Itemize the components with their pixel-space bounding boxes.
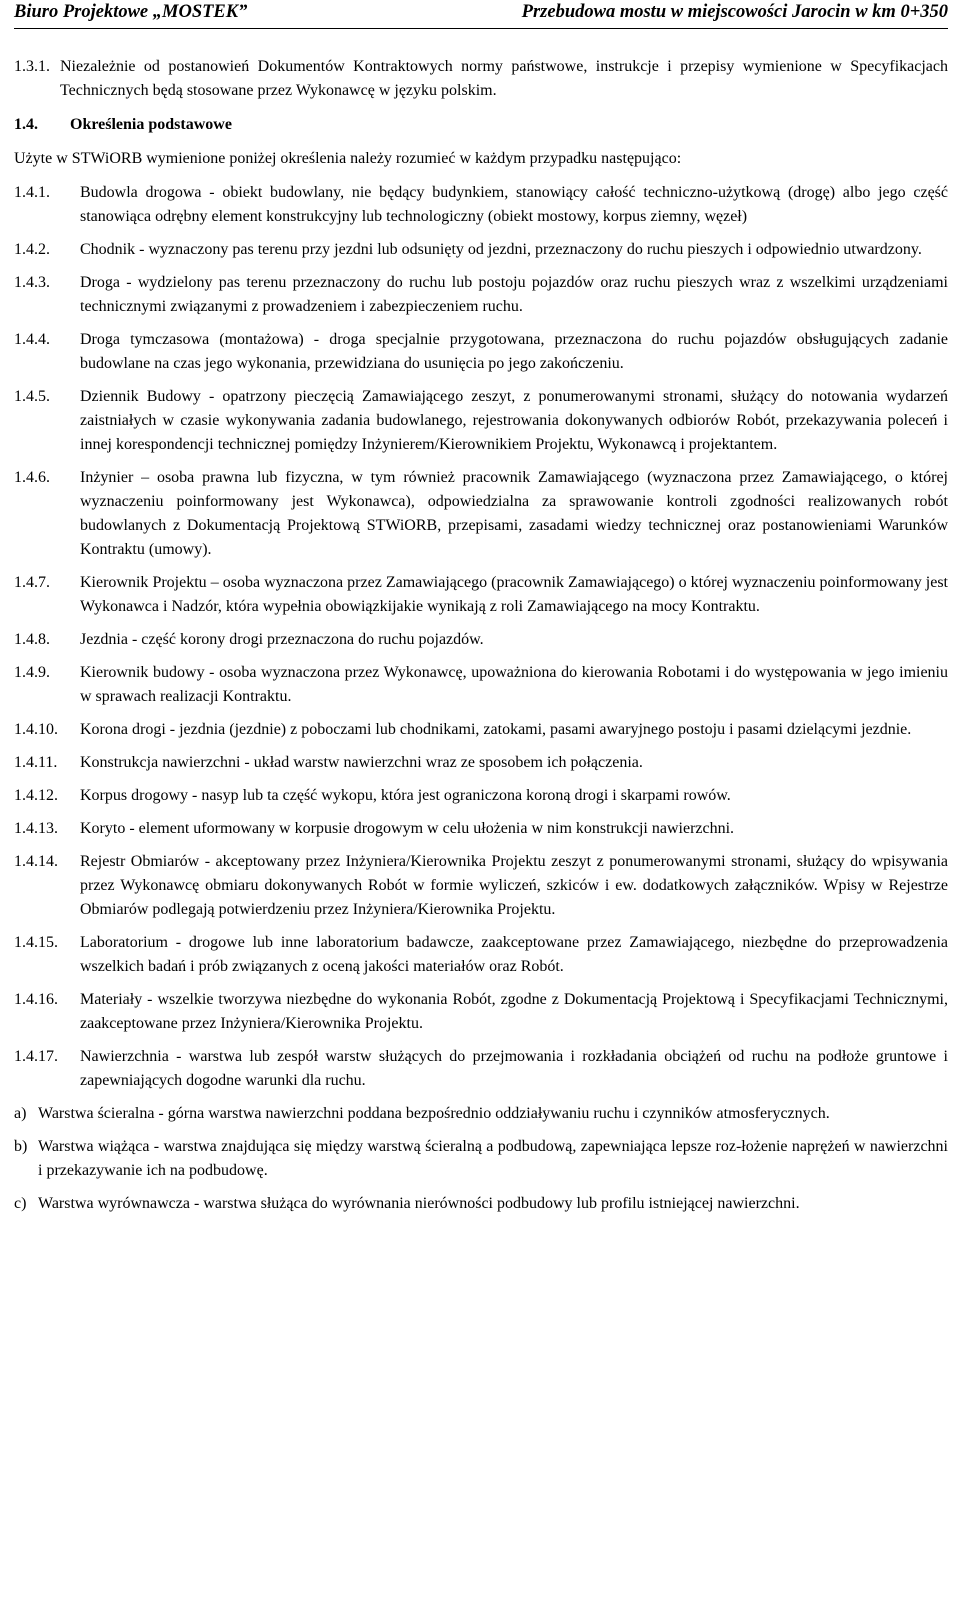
definition-number: 1.4.9.	[14, 664, 50, 681]
definition-text: Inżynier – osoba prawna lub fizyczna, w tym również pracownik Zamawiającego (wyznaczona przez Zamawiającego, o której wyznaczeniu poinformowany jest Wykonawca), odpowiedzialna za sprawowanie kontroli zgodności realizowanych robót budowlanych z Dokumentacją Projektową STWiORB, przepisami, zasadami wiedzy technicznej oraz postanowieniami Warunków Kontraktu (umowy).	[80, 469, 948, 558]
definition-number: 1.4.6.	[14, 469, 50, 486]
layer-item	[14, 1135, 948, 1183]
page-header	[14, 0, 948, 29]
definition-item	[14, 751, 948, 775]
definition-item	[14, 718, 948, 742]
definition-item	[14, 784, 948, 808]
definition-text: Nawierzchnia - warstwa lub zespół warstw służących do przejmowania i rozkładania obciążeń od ruchu na podłoże gruntowe i zapewniających dogodne warunki dla ruchu.	[80, 1048, 948, 1089]
definition-number: 1.4.4.	[14, 331, 50, 348]
definition-text: Konstrukcja nawierzchni - układ warstw nawierzchni wraz ze sposobem ich połączenia.	[80, 754, 643, 771]
definition-text: Materiały - wszelkie tworzywa niezbędne do wykonania Robót, zgodne z Dokumentacją Projektową i Specyfikacjami Technicznymi, zaakceptowane przez Inżyniera/Kierownika Projektu.	[80, 991, 948, 1032]
definition-item	[14, 466, 948, 562]
definition-number: 1.4.7.	[14, 574, 50, 591]
definition-number: 1.4.3.	[14, 274, 50, 291]
definition-number: 1.4.11.	[14, 754, 58, 771]
definition-item	[14, 238, 948, 262]
definition-item	[14, 571, 948, 619]
layer-text: Warstwa wyrównawcza - warstwa służąca do wyrównania nierówności podbudowy lub profilu istniejącej nawierzchni.	[38, 1195, 800, 1212]
layer-item	[14, 1102, 948, 1126]
definition-number: 1.4.16.	[14, 991, 58, 1008]
layer-item	[14, 1192, 948, 1216]
definition-item	[14, 850, 948, 922]
definition-item	[14, 328, 948, 376]
header-company: Biuro Projektowe „MOSTEK”	[14, 2, 248, 22]
layer-letter: b)	[14, 1138, 28, 1155]
definition-text: Laboratorium - drogowe lub inne laboratorium badawcze, zaakceptowane przez Zamawiającego, niezbędne do przeprowadzenia wszelkich badań i prób związanych z oceną jakości materiałów oraz Robót.	[80, 934, 948, 975]
definition-text: Dziennik Budowy - opatrzony pieczęcią Zamawiającego zeszyt, z ponumerowanymi stronami, służący do notowania wydarzeń zaistniałych w czasie wykonywania zadania budowlanego, rejestrowania dokonywanych odbiorów Robót, przekazywania poleceń i innej korespondencji technicznej pomiędzy Inżynierem/Kierownikiem Projektu, Wykonawcą i projektantem.	[80, 388, 948, 453]
definition-number: 1.4.10.	[14, 721, 58, 738]
definition-text: Jezdnia - część korony drogi przeznaczona do ruchu pojazdów.	[80, 631, 484, 648]
definition-item	[14, 1045, 948, 1093]
definition-item	[14, 931, 948, 979]
layer-letter: a)	[14, 1105, 27, 1122]
definition-number: 1.4.1.	[14, 184, 50, 201]
definition-text: Chodnik - wyznaczony pas terenu przy jezdni lub odsunięty od jezdni, przeznaczony do ruchu pieszych i odpowiednio utwardzony.	[80, 241, 922, 258]
definition-number: 1.4.8.	[14, 631, 50, 648]
layer-text: Warstwa ścieralna - górna warstwa nawierzchni poddana bezpośrednio oddziaływaniu ruchu i czynników atmosferycznych.	[38, 1105, 830, 1122]
definition-number: 1.4.13.	[14, 820, 58, 837]
definition-number: 1.4.14.	[14, 853, 58, 870]
layer-letter: c)	[14, 1195, 27, 1212]
definition-item	[14, 817, 948, 841]
definition-text: Korona drogi - jezdnia (jezdnie) z poboczami lub chodnikami, zatokami, pasami awaryjnego postoju i pasami dzielącymi jezdnie.	[80, 721, 912, 738]
header-project-title: Przebudowa mostu w miejscowości Jarocin w km 0+350	[521, 2, 948, 22]
definition-text: Kierownik Projektu – osoba wyznaczona przez Zamawiającego (pracownik Zamawiającego) o której wyznaczeniu poinformowany jest Wykonawca i Nadzór, która wypełnia obowiązkijakie wynikają z roli Zamawiającego na mocy Kontraktu.	[80, 574, 948, 615]
definition-item	[14, 628, 948, 652]
definition-number: 1.4.15.	[14, 934, 58, 951]
section-1-3-1	[14, 55, 948, 103]
section-number: 1.4.	[14, 116, 38, 133]
layer-text: Warstwa wiążąca - warstwa znajdująca się między warstwą ścieralną a podbudową, zapewniająca lepsze roz-łożenie naprężeń w nawierzchni i przekazywanie ich na podbudowę.	[38, 1138, 948, 1179]
definition-number: 1.4.5.	[14, 388, 50, 405]
definition-text: Korpus drogowy - nasyp lub ta część wykopu, która jest ograniczona koroną drogi i skarpami rowów.	[80, 787, 731, 804]
definition-text: Rejestr Obmiarów - akceptowany przez Inżyniera/Kierownika Projektu zeszyt z ponumerowanymi stronami, służący do wpisywania przez Wykonawcę obmiaru dokonywanych Robót w formie wyliczeń, szkiców i ew. dodatkowych załączników. Wpisy w Rejestrze Obmiarów podlegają potwierdzeniu przez Inżyniera/Kierownika Projektu.	[80, 853, 948, 918]
layers-list	[14, 1102, 948, 1216]
definition-text: Droga - wydzielony pas terenu przeznaczony do ruchu lub postoju pojazdów oraz ruchu pieszych wraz z wszelkimi urządzeniami technicznymi związanymi z prowadzeniem i zabezpieczeniem ruchu.	[80, 274, 948, 315]
section-number: 1.3.1.	[14, 58, 50, 75]
definition-number: 1.4.12.	[14, 787, 58, 804]
section-title: Określenia podstawowe	[70, 116, 232, 133]
section-heading-1-4	[14, 113, 948, 137]
definition-text: Kierownik budowy - osoba wyznaczona przez Wykonawcę, upoważniona do kierowania Robotami i do występowania w jego imieniu w sprawach realizacji Kontraktu.	[80, 664, 948, 705]
definition-number: 1.4.17.	[14, 1048, 58, 1065]
definition-text: Koryto - element uformowany w korpusie drogowym w celu ułożenia w nim konstrukcji nawierzchni.	[80, 820, 735, 837]
definitions-list	[14, 181, 948, 1093]
definition-number: 1.4.2.	[14, 241, 50, 258]
definition-text: Budowla drogowa - obiekt budowlany, nie będący budynkiem, stanowiący całość techniczno-użytkową (drogę) albo jego część stanowiąca odrębny element konstrukcyjny lub technologiczny (obiekt mostowy, korpus ziemny, węzeł)	[80, 184, 948, 225]
section-intro: Użyte w STWiORB wymienione poniżej określenia należy rozumieć w każdym przypadku następująco:	[14, 150, 682, 167]
definition-item	[14, 271, 948, 319]
definition-item	[14, 661, 948, 709]
section-text: Niezależnie od postanowień Dokumentów Kontraktowych normy państwowe, instrukcje i przepisy wymienione w Specyfikacjach Technicznych będą stosowane przez Wykonawcę w języku polskim.	[60, 58, 948, 99]
definition-text: Droga tymczasowa (montażowa) - droga specjalnie przygotowana, przeznaczona do ruchu pojazdów obsługujących zadanie budowlane na czas jego wykonania, przewidziana do usunięcia po jego zakończeniu.	[80, 331, 948, 372]
definition-item	[14, 385, 948, 457]
definition-item	[14, 181, 948, 229]
definition-item	[14, 988, 948, 1036]
